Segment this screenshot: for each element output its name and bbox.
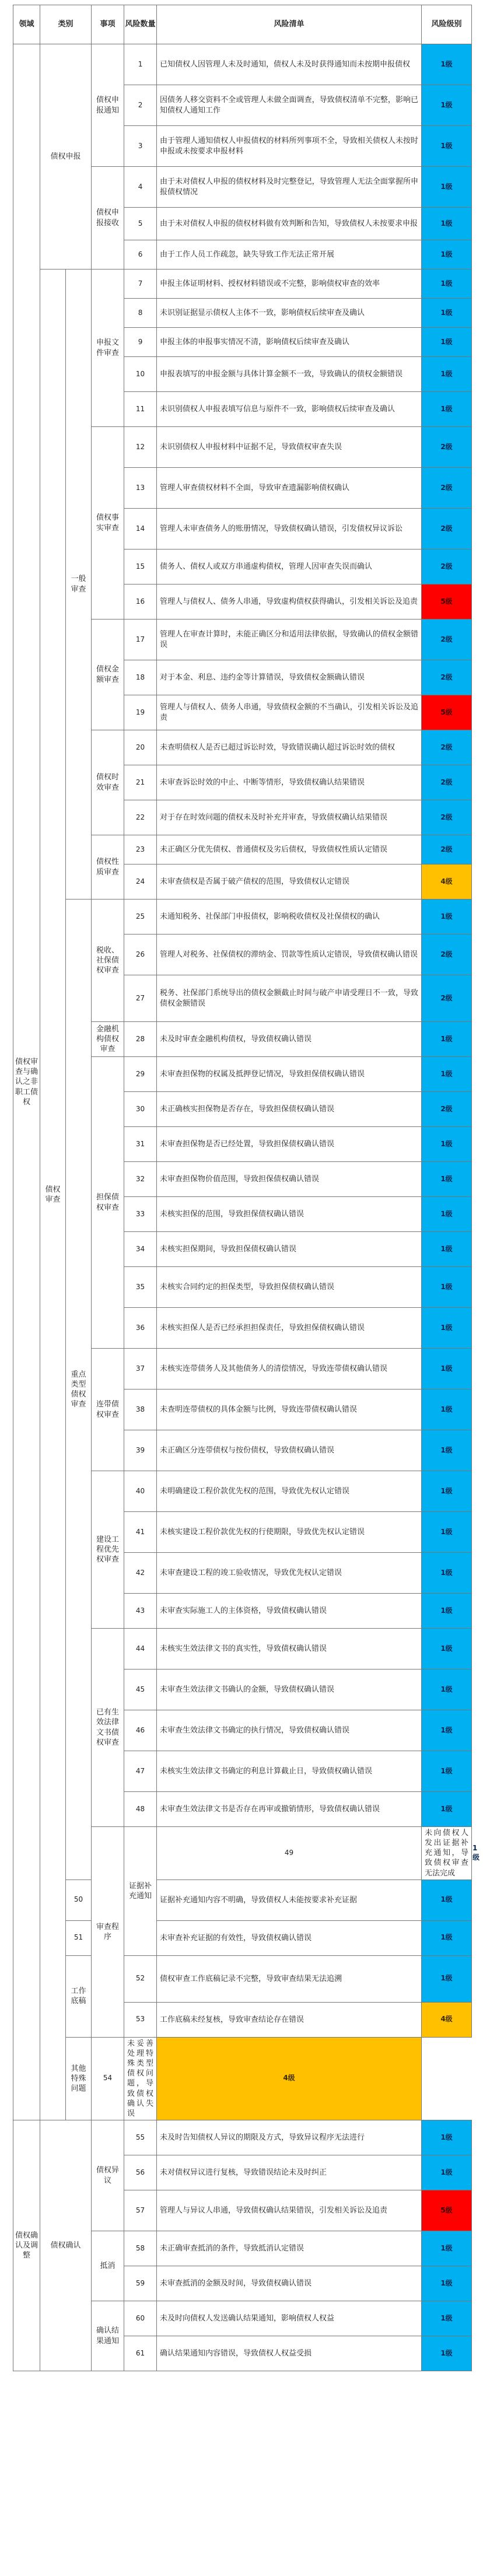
- risk-number: 8: [124, 299, 157, 328]
- risk-number: 57: [124, 2190, 157, 2231]
- risk-number: 38: [124, 1390, 157, 1430]
- risk-level-badge: 5级: [422, 695, 472, 730]
- risk-item: 管理人与债权人、债务人串通，导致债权金额的不当确认，引发相关诉讼及追责: [157, 695, 422, 730]
- risk-number: 58: [124, 2231, 157, 2266]
- risk-number: 9: [124, 328, 157, 357]
- matter-cell: 抵消: [92, 2231, 124, 2301]
- risk-item: 未审查担保物价值范围，导致担保债权确认错误: [157, 1162, 422, 1197]
- risk-level-badge: 1级: [422, 126, 472, 167]
- risk-item: 管理人与债权人、债务人串通，导致虚构债权获得确认，引发相关诉讼及追责: [157, 584, 422, 620]
- domain-cell: 债权审查与确认之非职工债权: [13, 44, 40, 2120]
- risk-number: 13: [124, 468, 157, 509]
- risk-number: 29: [124, 1057, 157, 1092]
- risk-number: 36: [124, 1308, 157, 1349]
- risk-item: 未通知税务、社保部门申报债权，影响税收债权及社保债权的确认: [157, 900, 422, 935]
- risk-number: 51: [66, 1920, 92, 1955]
- risk-item: 未及时告知债权人异议的期限及方式，导致异议程序无法进行: [157, 2120, 422, 2155]
- risk-number: 17: [124, 620, 157, 660]
- risk-level-badge: 1级: [422, 900, 472, 935]
- risk-number: 50: [66, 1880, 92, 1920]
- risk-level-badge: 1级: [422, 1594, 472, 1629]
- risk-number: 5: [124, 208, 157, 240]
- category-cell: 债权审查: [40, 270, 66, 2120]
- table-row: [13, 2120, 472, 2155]
- risk-level-badge: 1级: [422, 1197, 472, 1232]
- risk-number: 21: [124, 765, 157, 800]
- risk-level-badge: 1级: [422, 1880, 472, 1920]
- table-row: [13, 1955, 472, 2002]
- risk-level-badge: 1级: [422, 240, 472, 270]
- table-row: [13, 1880, 472, 1920]
- matter-cell: 金融机构债权审查: [92, 1022, 124, 1057]
- risk-item: 由于未对债权人申报的债权材料及时完整登记，导致管理人无法全面掌握所申报债权情况: [157, 167, 422, 208]
- matter-cell: 申报文件审查: [92, 270, 124, 427]
- risk-number: 31: [124, 1127, 157, 1162]
- risk-item: 对于存在时效问题的债权未及时补充并审查，导致债权确认结果错误: [157, 800, 422, 835]
- risk-level-badge: 1级: [422, 2266, 472, 2301]
- risk-level-badge: 5级: [422, 2190, 472, 2231]
- domain-cell: 债权确认及调整: [13, 2120, 40, 2371]
- risk-item: 未审查实际施工人的主体资格，导致债权确认错误: [157, 1594, 422, 1629]
- matter-cell: 债权申报接收: [92, 167, 124, 270]
- risk-level-badge: 2级: [422, 468, 472, 509]
- risk-number: 47: [124, 1751, 157, 1792]
- matter-cell: 债权金额审查: [92, 620, 124, 730]
- risk-level-badge: 1级: [422, 1792, 472, 1827]
- risk-level-badge: 1级: [422, 2301, 472, 2336]
- matter-cell: 债权时效审查: [92, 730, 124, 835]
- risk-item: 由于管理人通知债权人申报债权的材料所列事项不全，导致相关债权人未按时申报或未按要求申报材料: [157, 126, 422, 167]
- risk-item: 未核实建设工程价款优先权的行使期限，导致优先权认定错误: [157, 1512, 422, 1553]
- risk-item: 未识别证据显示债权人主体不一致，影响债权后续审查及确认: [157, 299, 422, 328]
- risk-level-badge: 1级: [422, 1232, 472, 1267]
- risk-item: 债务人、债权人或双方串通虚构债权，管理人因审查失误而确认: [157, 550, 422, 584]
- risk-number: 46: [124, 1710, 157, 1751]
- risk-level-badge: 1级: [422, 1022, 472, 1057]
- risk-item: 未识别债权人申报表填写信息与原件不一致，影响债权后续审查及确认: [157, 392, 422, 427]
- risk-item: 未查明债权人是否已超过诉讼时效，导致错误确认超过诉讼时效的债权: [157, 730, 422, 765]
- risk-number: 20: [124, 730, 157, 765]
- risk-number: 14: [124, 509, 157, 550]
- risk-number: 33: [124, 1197, 157, 1232]
- risk-number: 49: [157, 1827, 422, 1880]
- subcategory-cell: 一般审查: [66, 270, 92, 900]
- risk-level-badge: 1级: [422, 2231, 472, 2266]
- risk-level-badge: 1级: [422, 270, 472, 299]
- risk-level-badge: 2级: [422, 620, 472, 660]
- risk-level-badge: 1级: [422, 1920, 472, 1955]
- header-risk-no: 风险数量: [124, 5, 157, 44]
- risk-level-badge: 5级: [422, 584, 472, 620]
- header-matter: 事项: [92, 5, 124, 44]
- table-body: [13, 44, 480, 2371]
- matter-cell: 债权事实审查: [92, 427, 124, 620]
- risk-number: 4: [124, 167, 157, 208]
- risk-level-badge: 2级: [422, 550, 472, 584]
- risk-level-badge: 1级: [422, 85, 472, 126]
- risk-level-badge: 1级: [422, 299, 472, 328]
- risk-number: 12: [124, 427, 157, 468]
- risk-level-badge: 1级: [422, 392, 472, 427]
- risk-number: 56: [124, 2155, 157, 2190]
- category-cell: 债权确认: [40, 2120, 92, 2371]
- risk-level-badge: 1级: [422, 1710, 472, 1751]
- risk-number: 61: [124, 2336, 157, 2371]
- risk-item: 已知债权人因管理人未及时通知，债权人未及时获得通知而未按期申报债权: [157, 44, 422, 85]
- risk-item: 未明确建设工程价款优先权的范围，导致优先权认定错误: [157, 1471, 422, 1512]
- risk-number: 24: [124, 864, 157, 900]
- risk-item: 未核实担保期间，导致担保债权确认错误: [157, 1232, 422, 1267]
- risk-item: 未核实合同约定的担保类型，导致担保债权确认错误: [157, 1267, 422, 1308]
- risk-item: 由于未对债权人申报的债权材料做有效判断和告知，导致债权人未按要求申报: [157, 208, 422, 240]
- matter-cell: 债权性质审查: [92, 835, 124, 900]
- risk-level-badge: 1级: [422, 167, 472, 208]
- risk-number: 52: [124, 1955, 157, 2002]
- risk-number: 60: [124, 2301, 157, 2336]
- risk-level-badge: 2级: [422, 1092, 472, 1127]
- risk-item: 管理人在审查计算时，未能正确区分和适用法律依据，导致确认的债权金额错误: [157, 620, 422, 660]
- risk-item: 未审查补充证据的有效性，导致债权确认错误: [157, 1920, 422, 1955]
- risk-item: 未及时向债权人发送确认结果通知，影响债权人权益: [157, 2301, 422, 2336]
- risk-level-badge: 2级: [422, 935, 472, 975]
- risk-number: 32: [124, 1162, 157, 1197]
- risk-item: 未核实担保人是否已经承担担保责任，导致担保债权确认错误: [157, 1308, 422, 1349]
- risk-number: 23: [124, 835, 157, 864]
- risk-item: 未核实担保的范围，导致担保债权确认错误: [157, 1197, 422, 1232]
- risk-number: 28: [124, 1022, 157, 1057]
- risk-level-badge: 1级: [422, 1349, 472, 1390]
- risk-item: 未审查生效法律文书确定的执行情况，导致债权确认错误: [157, 1710, 422, 1751]
- risk-level-badge: 1级: [422, 1670, 472, 1710]
- risk-level-badge: 1级: [422, 1629, 472, 1670]
- table-row: [13, 900, 472, 935]
- risk-item: 未审查诉讼时效的中止、中断等情形，导致债权确认结果错误: [157, 765, 422, 800]
- risk-item: 税务、社保部门系统导出的债权金额截止时间与破产申请受理日不一致，导致债权金额错误: [157, 975, 422, 1022]
- risk-number: 45: [124, 1670, 157, 1710]
- risk-number: 2: [124, 85, 157, 126]
- risk-item: 未核实生效法律文书的真实性，导致债权确认错误: [157, 1629, 422, 1670]
- risk-item: 未核实连带债务人及其他债务人的清偿情况，导致连带债权确认错误: [157, 1349, 422, 1390]
- risk-level-badge: 1级: [422, 1955, 472, 2002]
- risk-number: 25: [124, 900, 157, 935]
- risk-number: 59: [124, 2266, 157, 2301]
- matter-cell: 工作底稿: [66, 1955, 92, 2037]
- risk-item: 未审查抵消的金额及时间，导致债权确认错误: [157, 2266, 422, 2301]
- risk-item: 由于工作人员工作疏忽，缺失导致工作无法正常开展: [157, 240, 422, 270]
- risk-number: 7: [124, 270, 157, 299]
- risk-item: 工作底稿未经复核，导致审查结论存在错误: [157, 2002, 422, 2037]
- risk-number: 39: [124, 1430, 157, 1471]
- matter-cell: 已有生效法律文书债权审查: [92, 1629, 124, 1827]
- header-category: 类别: [40, 5, 92, 44]
- risk-number: 53: [124, 2002, 157, 2037]
- risk-number: 48: [124, 1792, 157, 1827]
- risk-level-badge: 1级: [422, 1430, 472, 1471]
- subcategory-cell: 重点类型债权审查: [66, 900, 92, 1880]
- risk-level-badge: 1级: [422, 1127, 472, 1162]
- risk-level-badge: 1级: [422, 1162, 472, 1197]
- risk-item: 未审查债权是否属于破产债权的范围，导致债权认定错误: [157, 864, 422, 900]
- risk-level-badge: 1级: [422, 1057, 472, 1092]
- risk-level-badge: 2级: [422, 730, 472, 765]
- risk-level-badge: 1级: [422, 1512, 472, 1553]
- risk-level-badge: 1级: [422, 2120, 472, 2155]
- risk-item: 证据补充通知内容不明确，导致债权人未能按要求补充证据: [157, 1880, 422, 1920]
- risk-number: 10: [124, 357, 157, 392]
- risk-number: 22: [124, 800, 157, 835]
- risk-level-badge: 2级: [422, 509, 472, 550]
- risk-number: 41: [124, 1512, 157, 1553]
- subcategory-cell: 审查程序: [92, 1827, 124, 2038]
- risk-item: 未审查担保物的权属及抵押登记情况，导致担保债权确认错误: [157, 1057, 422, 1092]
- risk-level-badge: 1级: [422, 208, 472, 240]
- risk-item: 申报主体的申报事实情况不清，影响债权后续审查及确认: [157, 328, 422, 357]
- risk-level-badge: 1级: [422, 357, 472, 392]
- matter-cell: 债权异议: [92, 2120, 124, 2231]
- risk-item: 申报主体证明材料、授权材料错误或不完整，影响债权审查的效率: [157, 270, 422, 299]
- risk-number: 15: [124, 550, 157, 584]
- table-row: [13, 1920, 472, 1955]
- risk-level-badge: 1级: [422, 1308, 472, 1349]
- risk-number: 30: [124, 1092, 157, 1127]
- risk-level-badge: 2级: [422, 835, 472, 864]
- risk-number: 3: [124, 126, 157, 167]
- risk-item: 未核实生效法律文书确定的利息计算截止日，导致债权确认错误: [157, 1751, 422, 1792]
- risk-level-badge: 1级: [422, 1267, 472, 1308]
- risk-item: 未审查担保物是否已经处置，导致担保债权确认错误: [157, 1127, 422, 1162]
- risk-item: 未正确核实担保物是否存在，导致担保债权确认错误: [157, 1092, 422, 1127]
- risk-item: 管理人与异议人串通，导致债权确认结果错误，引发相关诉讼及追责: [157, 2190, 422, 2231]
- risk-item: 未妥善处理特殊类型债权问题，导致债权确认失误: [124, 2037, 157, 2120]
- risk-item: 未正确审查抵消的条件，导致抵消认定错误: [157, 2231, 422, 2266]
- risk-item: 因债务人移交资料不全或管理人未做全面调查，导致债权清单不完整，影响已知债权人通知工作: [157, 85, 422, 126]
- risk-number: 42: [124, 1553, 157, 1594]
- risk-item: 未审查建设工程的竣工验收情况，导致优先权认定错误: [157, 1553, 422, 1594]
- matter-cell: 债权申报通知: [92, 44, 124, 167]
- risk-level-badge: 4级: [422, 2002, 472, 2037]
- risk-number: 26: [124, 935, 157, 975]
- risk-number: 19: [124, 695, 157, 730]
- risk-number: 35: [124, 1267, 157, 1308]
- matter-cell: 税收、社保债权审查: [92, 900, 124, 1022]
- risk-item: 债权审查工作底稿记录不完整，导致审查结果无法追溯: [157, 1955, 422, 2002]
- risk-level-badge: 1级: [422, 1553, 472, 1594]
- category-cell: 债权申报: [40, 44, 92, 270]
- matter-cell: 建设工程优先权审查: [92, 1471, 124, 1629]
- risk-number: 37: [124, 1349, 157, 1390]
- risk-item: 未及时审查金融机构债权，导致债权确认错误: [157, 1022, 422, 1057]
- risk-level-badge: 4级: [422, 864, 472, 900]
- matter-cell: 连带债权审查: [92, 1349, 124, 1471]
- risk-number: 43: [124, 1594, 157, 1629]
- risk-level-badge: 2级: [422, 800, 472, 835]
- risk-item: 管理人对税务、社保债权的滞纳金、罚款等性质认定错误，导致债权确认错误: [157, 935, 422, 975]
- risk-table: [13, 5, 480, 2371]
- table-row: [13, 270, 472, 299]
- matter-cell: 证据补充通知: [124, 1827, 157, 1956]
- risk-level-badge: 2级: [422, 765, 472, 800]
- risk-item: 管理人未审查债务人的账册情况，导致债权确认错误，引发债权异议诉讼: [157, 509, 422, 550]
- risk-number: 54: [92, 2037, 124, 2120]
- risk-item: 申报表填写的申报金额与具体计算金额不一致，导致确认的债权金额错误: [157, 357, 422, 392]
- subcategory-cell: 其他特殊问题: [66, 2037, 92, 2120]
- risk-level-badge: 1级: [422, 1471, 472, 1512]
- risk-level-badge: 2级: [422, 660, 472, 695]
- risk-level-badge: 1级: [422, 2336, 472, 2371]
- risk-number: 55: [124, 2120, 157, 2155]
- risk-level-badge: 1级: [422, 328, 472, 357]
- risk-item: 未正确区分连带债权与按份债权，导致债权确认错误: [157, 1430, 422, 1471]
- risk-item: 未向债权人发出证据补充通知，导致债权审查无法完成: [422, 1827, 472, 1880]
- risk-number: 6: [124, 240, 157, 270]
- risk-number: 11: [124, 392, 157, 427]
- risk-item: 未正确区分优先债权、普通债权及劣后债权，导致债权性质认定错误: [157, 835, 422, 864]
- risk-level-badge: 4级: [157, 2037, 422, 2120]
- risk-level-badge: 2级: [422, 427, 472, 468]
- header-risk-list: 风险清单: [157, 5, 422, 44]
- risk-number: 27: [124, 975, 157, 1022]
- risk-item: 管理人审查债权材料不全面，导致审查遗漏影响债权确认: [157, 468, 422, 509]
- risk-item: 未识别债权人申报材料中证据不足，导致债权审查失误: [157, 427, 422, 468]
- risk-item: 未对债权异议进行复核，导致错误结论未及时纠正: [157, 2155, 422, 2190]
- header-row: [13, 5, 472, 44]
- risk-level-badge: 1级: [422, 1751, 472, 1792]
- header-risk-level: 风险级别: [422, 5, 472, 44]
- risk-number: 40: [124, 1471, 157, 1512]
- risk-item: 未审查生效法律文书是否存在再审或撤销情形，导致债权确认错误: [157, 1792, 422, 1827]
- risk-level-badge: 1级: [422, 44, 472, 85]
- matter-cell: 担保债权审查: [92, 1057, 124, 1349]
- table-row: [13, 2037, 472, 2120]
- header-domain: 领域: [13, 5, 40, 44]
- risk-number: 34: [124, 1232, 157, 1267]
- risk-level-badge: 1级: [422, 2155, 472, 2190]
- risk-number: 1: [124, 44, 157, 85]
- risk-number: 44: [124, 1629, 157, 1670]
- risk-item: 确认结果通知内容错误，导致债权人权益受损: [157, 2336, 422, 2371]
- risk-number: 16: [124, 584, 157, 620]
- table-row: [13, 44, 472, 85]
- risk-item: 未审查生效法律文书确认的金额，导致债权确认错误: [157, 1670, 422, 1710]
- risk-level-badge: 2级: [422, 975, 472, 1022]
- risk-item: 对于本金、利息、违约金等计算错误，导致债权金额确认错误: [157, 660, 422, 695]
- matter-cell: 确认结果通知: [92, 2301, 124, 2371]
- risk-item: 未查明连带债权的具体金额与比例，导致连带债权确认错误: [157, 1390, 422, 1430]
- risk-number: 18: [124, 660, 157, 695]
- table-row: 审查程序 证据补充通知 49 未向债权人发出证据补充通知，导致债权审查无法完成 1级: [13, 1827, 472, 1880]
- risk-level-badge: 1级: [422, 1390, 472, 1430]
